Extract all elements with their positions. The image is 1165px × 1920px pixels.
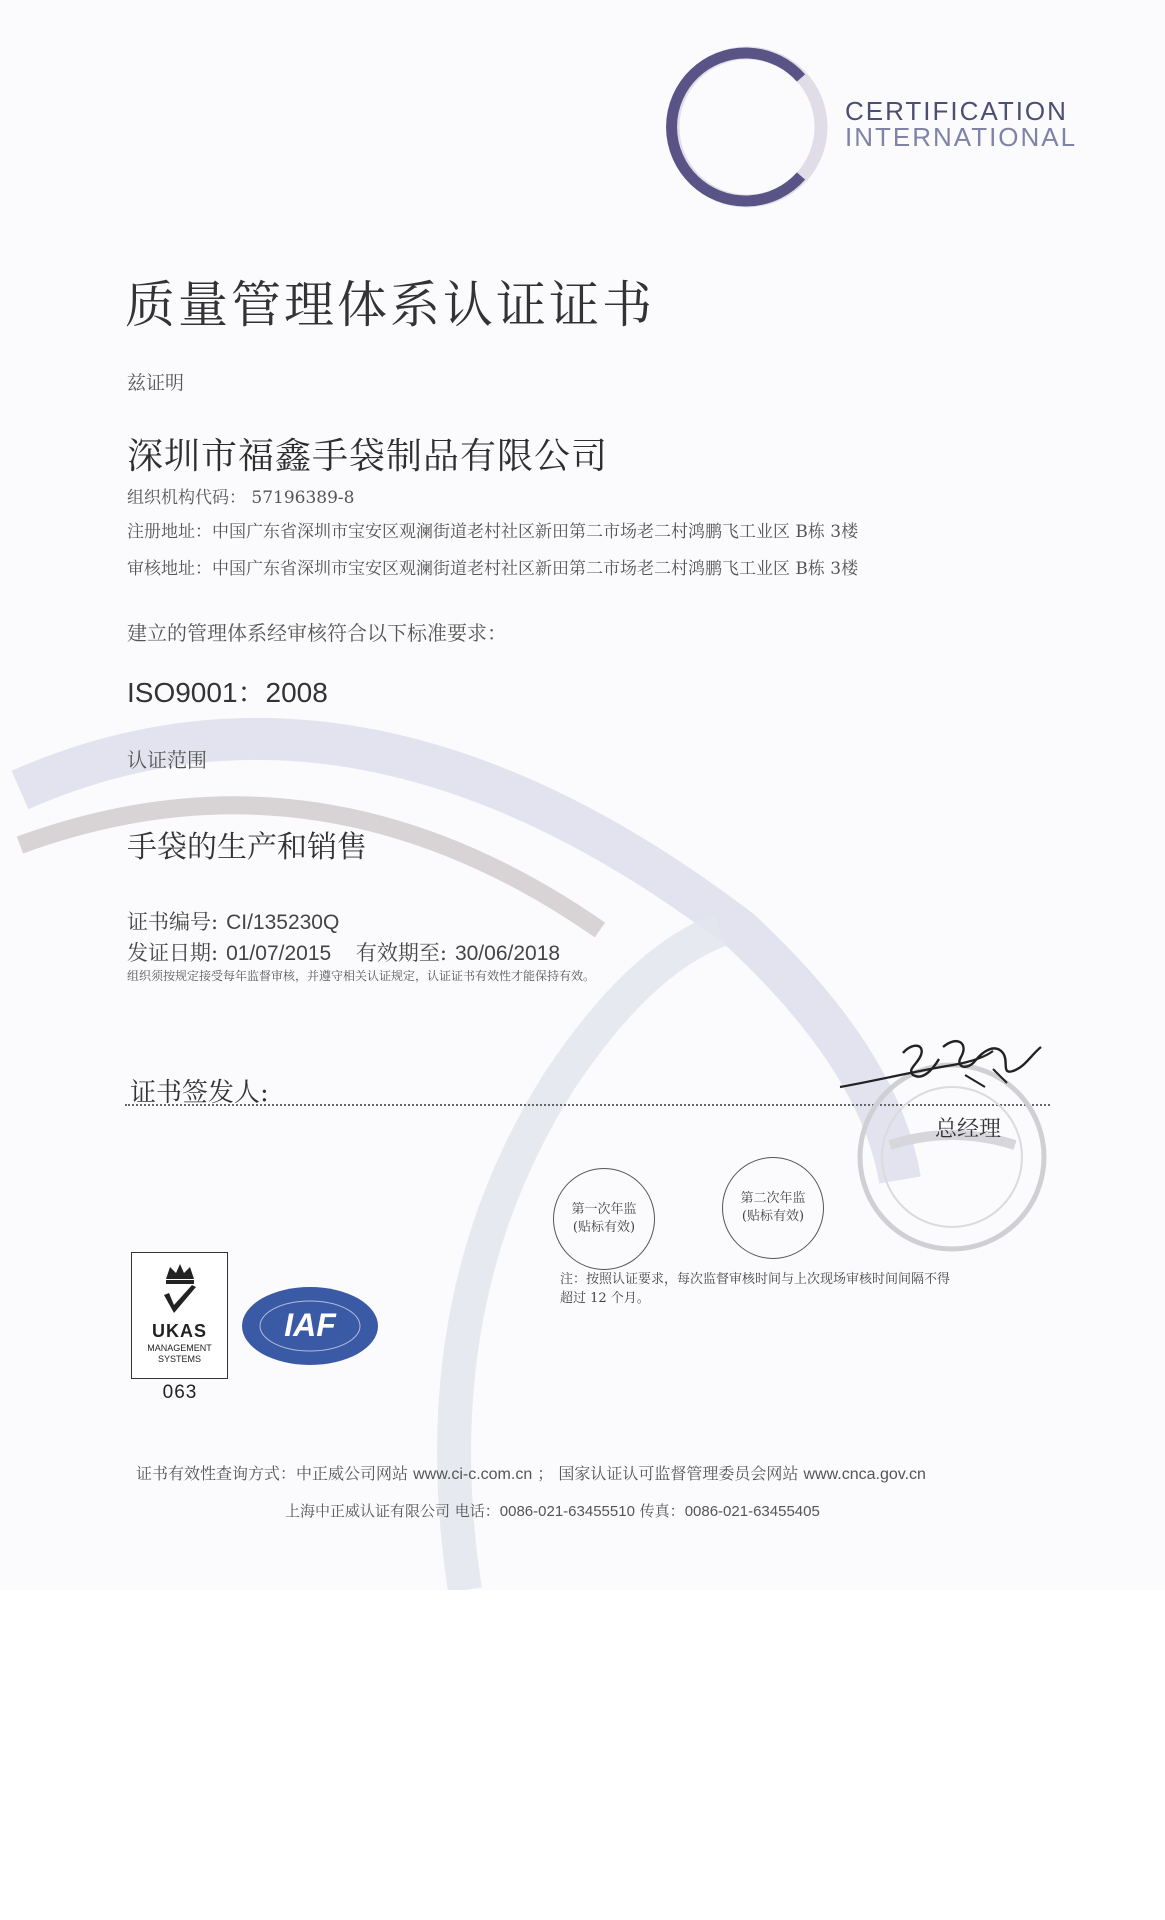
issue-date-label: 发证日期: (127, 941, 219, 965)
org-code: 组织机构代码： 57196389-8 (127, 488, 355, 508)
footer-website-1: www.ci-c.com.cn (413, 1466, 533, 1483)
footer-fax-label: 传真： (634, 1502, 685, 1520)
issue-date-value: 01/07/2015 (226, 942, 332, 965)
footer-cnca-label: ； 国家认证认可监督管理委员会网站 (532, 1464, 804, 1483)
validity-note: 组织须按规定接受每年监督审核，并遵守相关认证规定，认证证书有效性才能保持有效。 (127, 969, 596, 983)
audit-note-line-2: 超过 12 个月。 (560, 1291, 650, 1306)
footer-query-label: 证书有效性查询方式：中正威公司网站 (136, 1464, 414, 1483)
footer-website-2: www.cnca.gov.cn (803, 1466, 926, 1483)
first-annual-audit-stamp (553, 1168, 655, 1270)
certification-logo-ring (660, 40, 835, 215)
ukas-sub-1: MANAGEMENT (147, 1343, 212, 1353)
signer-label: 证书签发人: (130, 1078, 269, 1108)
ukas-mark (131, 1252, 228, 1379)
scope-label: 认证范围 (127, 748, 207, 772)
ukas-number: 063 (162, 1382, 198, 1403)
footer-company-phone-label: 上海中正威认证有限公司 电话： (285, 1502, 500, 1520)
footer-phone: 0086-021-63455510 (499, 1503, 635, 1520)
cert-number-label: 证书编号: (127, 910, 219, 934)
footer-fax: 0086-021-63455405 (684, 1503, 820, 1520)
certificate-title: 质量管理体系认证证书 (125, 276, 655, 334)
first-annual-audit-title: 第一次年监 (571, 1202, 637, 1217)
audit-note-line-1: 注：按照认证要求，每次监督审核时间与上次现场审核时间间隔不得 (560, 1272, 951, 1287)
second-annual-audit-stamp (722, 1157, 824, 1259)
hereby-text: 兹证明 (127, 372, 185, 394)
second-annual-audit-title: 第二次年监 (740, 1191, 806, 1206)
iaf-mark (240, 1285, 380, 1367)
signer-title: 总经理 (935, 1117, 1002, 1142)
second-annual-audit-sub: (贴标有效) (741, 1209, 805, 1224)
valid-until-label: 有效期至: (355, 941, 447, 965)
issue-dates (127, 937, 560, 967)
certificate-number (127, 906, 339, 936)
footer-line-2 (285, 1500, 820, 1521)
registered-address: 注册地址：中国广东省深圳市宝安区观澜街道老村社区新田第二市场老二村鸿鹏飞工业区 B栋 3楼 (127, 522, 859, 542)
standard-intro: 建立的管理体系经审核符合以下标准要求： (127, 621, 507, 645)
iaf-text: IAF (284, 1307, 336, 1343)
first-annual-audit-sub: (贴标有效) (572, 1220, 636, 1235)
certification-scope: 手袋的生产和销售 (127, 830, 367, 865)
cert-number-value: CI/135230Q (226, 911, 340, 934)
standard: ISO9001：2008 (127, 677, 328, 708)
valid-until-value: 30/06/2018 (454, 942, 561, 965)
logo-line-1: CERTIFICATION (845, 96, 1068, 126)
company-name: 深圳市福鑫手袋制品有限公司 (127, 436, 609, 477)
logo-line-2: INTERNATIONAL (845, 122, 1078, 152)
audit-note (560, 1270, 950, 1308)
footer-line-1 (136, 1461, 926, 1484)
ukas-name: UKAS (151, 1321, 207, 1341)
crown-check-icon (160, 1261, 200, 1319)
handwritten-signature (835, 1025, 1050, 1110)
audit-address: 审核地址：中国广东省深圳市宝安区观澜街道老村社区新田第二市场老二村鸿鹏飞工业区 B栋 3楼 (127, 559, 859, 579)
ukas-sub-2: SYSTEMS (157, 1354, 201, 1364)
